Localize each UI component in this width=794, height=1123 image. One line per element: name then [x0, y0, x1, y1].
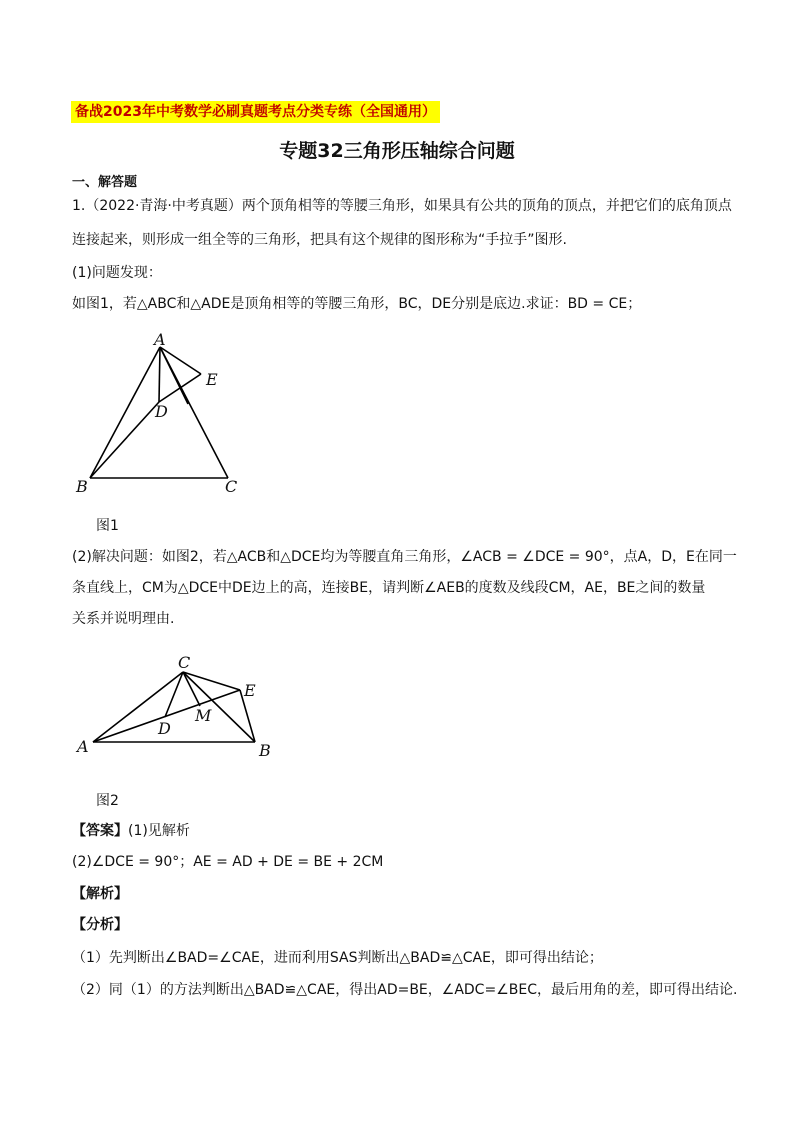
fig2-label-a: A: [77, 737, 89, 756]
fig1-segment-ce-hint: [160, 347, 188, 404]
fig1-segment-ae: [160, 347, 201, 374]
part2-line3: 关系并说明理由.: [72, 611, 175, 627]
fig2-segment-ce: [183, 672, 240, 690]
fig1-label-c: C: [225, 477, 238, 496]
part2-line2: 条直线上，CM为△DCE中DE边上的高，连接BE，请判断∠AEB的度数及线段CM，AE，BE之间的数量: [72, 580, 706, 596]
part2-line1: (2)解决问题：如图2，若△ACB和△DCE均为等腰直角三角形，∠ACB = ∠DCE = 90°，点A，D，E在同一: [72, 549, 737, 565]
section-heading: 一、解答题: [72, 175, 138, 190]
fig1-segment-ab: [90, 347, 160, 478]
series-banner: 备战2023年中考数学必刷真题考点分类专练（全国通用）: [71, 101, 440, 123]
fig1-label-a: A: [154, 330, 166, 349]
fig2-label-b: B: [259, 741, 271, 760]
fig1-label-b: B: [76, 477, 88, 496]
question-intro-line2: 连接起来，则形成一组全等的三角形，把具有这个规律的图形称为“手拉手”图形.: [72, 232, 567, 248]
fig2-segment-cd: [165, 672, 183, 717]
fig1-label-d: D: [155, 402, 168, 421]
answer-line1: [72, 821, 732, 841]
fig1-label-e: E: [206, 370, 218, 389]
figure1-caption: 图1: [96, 518, 119, 534]
analysis-label: 【分析】: [72, 917, 128, 933]
fig2-label-m: M: [195, 706, 212, 725]
part1-title: (1)问题发现：: [72, 265, 162, 281]
fig1-segment-ac: [160, 347, 228, 478]
fig1-segment-de: [159, 374, 201, 402]
question-intro-line1: 1.（2022·青海·中考真题）两个顶角相等的等腰三角形，如果具有公共的顶角的顶点，并把它们的底角顶点: [72, 198, 732, 214]
fig2-label-c: C: [178, 653, 191, 672]
solution-label: 【解析】: [72, 886, 128, 902]
analysis-line1: （1）先判断出∠BAD=∠CAE，进而利用SAS判断出△BAD≌△CAE，即可得出结论；: [72, 950, 603, 966]
part1-text: 如图1，若△ABC和△ADE是顶角相等的等腰三角形，BC，DE分别是底边.求证：BD = CE；: [72, 296, 642, 312]
answer-part1: (1)见解析: [128, 823, 190, 839]
figure2-caption: 图2: [96, 793, 119, 809]
fig1-segment-ad: [159, 347, 160, 402]
analysis-line2: （2）同（1）的方法判断出△BAD≌△CAE，得出AD=BE，∠ADC=∠BEC，最后用角的差，即可得出结论.: [72, 982, 738, 998]
fig2-label-e: E: [244, 681, 256, 700]
page-title: 专题32三角形压轴综合问题: [279, 140, 515, 162]
fig2-label-d: D: [158, 719, 171, 738]
fig2-segment-cm: [183, 672, 200, 706]
fig1-segment-bd: [90, 402, 159, 478]
answer-line2: (2)∠DCE = 90°；AE = AD + DE = BE + 2CM: [72, 854, 384, 870]
answer-label: 【答案】: [72, 823, 128, 839]
